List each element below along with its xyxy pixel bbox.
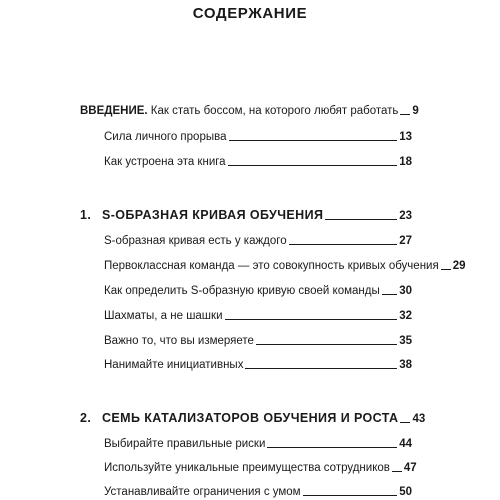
page-title: СОДЕРЖАНИЕ	[192, 5, 308, 22]
toc-entry-title: S-образная кривая есть у каждого	[104, 235, 287, 247]
dot-leader	[229, 140, 398, 141]
toc-entry	[104, 309, 412, 323]
toc-entry-title: Устанавливайте ограничения с умом	[104, 486, 301, 498]
toc-entry	[104, 437, 412, 451]
toc-entry-title: Шахматы, а не шашки	[104, 310, 223, 322]
page-number: 50	[399, 486, 412, 498]
toc-entry	[104, 334, 412, 348]
chapter-heading-1	[80, 207, 412, 223]
toc-entry	[104, 358, 412, 372]
dot-leader	[400, 114, 410, 115]
chapter-number: 1.	[80, 208, 92, 222]
dot-leader	[245, 368, 397, 369]
toc-entry-title: Первоклассная команда — это совокупность кривых обучения	[104, 260, 439, 272]
toc-entry-title: Как определить S-образную кривую своей команды	[104, 285, 380, 297]
page-number: 29	[452, 260, 466, 272]
page-number: 9	[412, 105, 419, 117]
page-number: 27	[399, 235, 412, 247]
toc-entry	[104, 284, 412, 298]
page-number: 23	[399, 210, 412, 222]
dot-leader	[441, 269, 451, 270]
dot-leader	[228, 165, 398, 166]
dot-leader	[267, 447, 397, 448]
dot-leader	[325, 219, 397, 220]
toc-entry-intro	[80, 104, 419, 118]
dot-leader	[382, 294, 397, 295]
toc-entry	[104, 130, 412, 144]
page-number: 43	[412, 413, 426, 425]
page-number: 32	[399, 310, 412, 322]
chapter-title: СЕМЬ КАТАЛИЗАТОРОВ ОБУЧЕНИЯ И РОСТА	[102, 411, 399, 425]
toc-entry	[104, 155, 412, 169]
chapter-title: S-ОБРАЗНАЯ КРИВАЯ ОБУЧЕНИЯ	[102, 208, 324, 222]
toc-entry-title: Сила личного прорыва	[104, 131, 227, 143]
toc-entry	[104, 485, 412, 499]
page-number: 13	[399, 131, 412, 143]
toc-entry-title: Используйте уникальные преимущества сотрудников	[104, 462, 390, 474]
page-number: 18	[399, 156, 412, 168]
page-number: 35	[399, 335, 412, 347]
dot-leader	[303, 495, 398, 496]
toc-entry	[104, 259, 466, 273]
dot-leader	[225, 319, 398, 320]
page-number: 38	[399, 359, 412, 371]
toc-entry-title: Нанимайте инициативных	[104, 359, 244, 371]
intro-label: ВВЕДЕНИЕ.	[80, 105, 148, 117]
toc-entry-title: Как устроена эта книга	[104, 156, 226, 168]
dot-leader	[392, 471, 402, 472]
dot-leader	[256, 344, 397, 345]
chapter-heading-2	[80, 410, 426, 426]
chapter-number: 2.	[80, 411, 92, 425]
toc-entry	[104, 234, 412, 248]
page-number: 30	[399, 285, 412, 297]
dot-leader	[289, 244, 398, 245]
page-number: 47	[403, 462, 417, 474]
toc-entry-title: Выбирайте правильные риски	[104, 438, 266, 450]
toc-entry-title: Важно то, что вы измеряете	[104, 335, 254, 347]
dot-leader	[400, 422, 410, 423]
intro-title: Как стать боссом, на которого любят работать	[147, 105, 399, 117]
page-number: 44	[399, 438, 412, 450]
toc-entry	[104, 461, 417, 475]
